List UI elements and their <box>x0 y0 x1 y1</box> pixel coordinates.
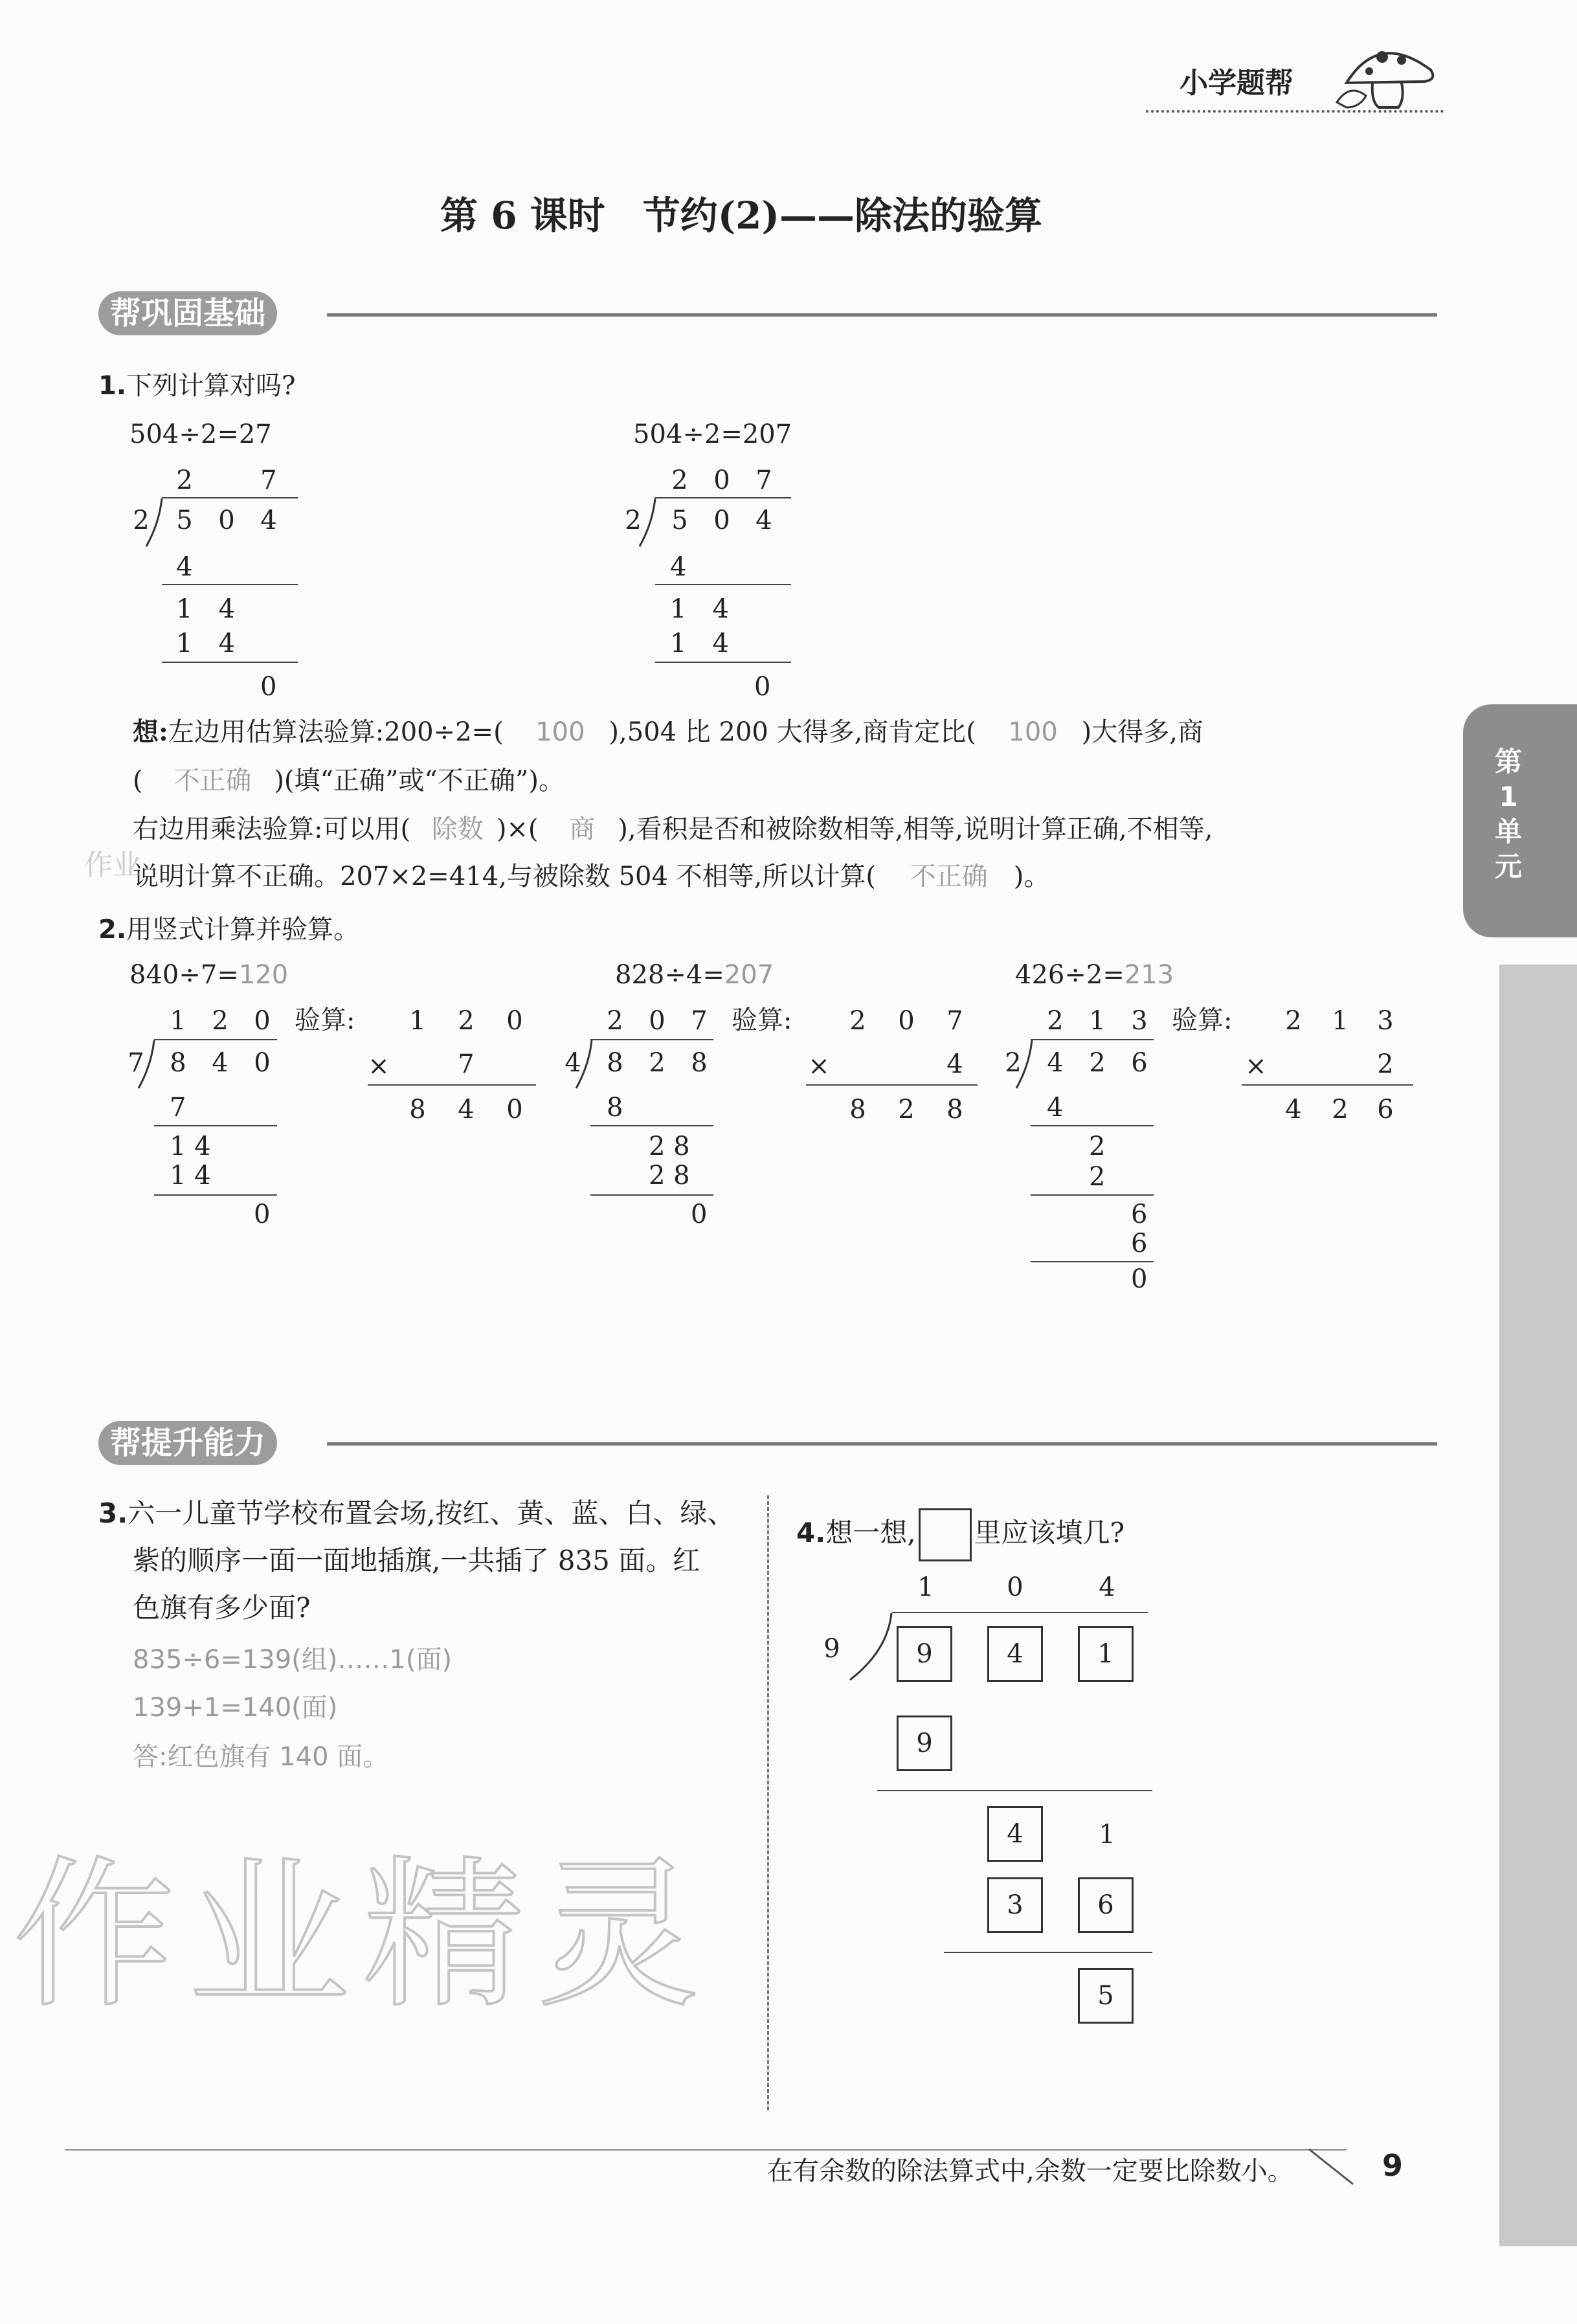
divisor: 4 <box>565 1048 581 1078</box>
q3-line: 紫的顺序一面一面地插旗,一共插了 835 面。红 <box>133 1545 700 1576</box>
section-divider <box>327 313 1437 317</box>
step-box: 4 <box>987 1806 1043 1862</box>
dividend-digit: 6 <box>1131 1048 1148 1078</box>
think-line-2: ( 不正确 )(填“正确”或“不正确”)。 <box>133 764 565 798</box>
dividend-digit: 4 <box>755 506 772 535</box>
question-2-prompt: 2.用竖式计算并验算。 <box>98 915 360 944</box>
dividend-box: 9 <box>897 1626 952 1682</box>
right-margin-strip <box>1499 965 1577 2246</box>
check-digit: 1 <box>1332 1006 1348 1036</box>
step-line: 2 <box>1089 1132 1106 1161</box>
dividend-digit: 0 <box>218 506 235 535</box>
dividend-digit: 8 <box>607 1048 623 1078</box>
check-digit: 3 <box>1377 1006 1394 1036</box>
footer-rule <box>65 2149 1347 2151</box>
check-digit: 1 <box>409 1006 426 1036</box>
quotient-digit: 7 <box>755 465 772 495</box>
step-line: 0 <box>754 672 771 702</box>
division-bar <box>892 1612 1148 1613</box>
step-rule <box>154 1194 277 1196</box>
step-line: 6 <box>1131 1229 1148 1258</box>
blank-box-icon <box>919 1508 972 1561</box>
dividend-digit: 2 <box>649 1048 665 1078</box>
check-multiplier: 7 <box>458 1049 475 1079</box>
division-bracket <box>845 1612 893 1683</box>
quotient-digit: 7 <box>260 465 277 495</box>
quotient-digit: 1 <box>917 1572 934 1602</box>
quotient-digit: 0 <box>254 1006 271 1036</box>
step-rule <box>154 1125 277 1126</box>
step-line: 0 <box>691 1200 708 1229</box>
divisor: 7 <box>128 1048 144 1078</box>
step-line: 6 <box>1131 1200 1148 1229</box>
quotient-digit: 0 <box>1007 1572 1023 1602</box>
check-label: 验算: <box>1172 1005 1233 1035</box>
step-line: 1 4 <box>176 594 235 624</box>
step-line: 4 <box>176 552 193 582</box>
think-line-3: 右边用乘法验算:可以用( 除数 )×( 商 ),看积是否和被除数相等,相等,说明计算正确,不相等, <box>133 812 1213 846</box>
check-rule <box>806 1084 978 1086</box>
remainder-box: 5 <box>1078 1968 1134 2024</box>
check-result-digit: 8 <box>849 1095 866 1124</box>
check-label: 验算: <box>732 1005 792 1035</box>
quotient-digit: 1 <box>1089 1006 1106 1036</box>
q1-left-equation: 504÷2=27 <box>129 419 272 449</box>
step-line: 1 4 <box>176 629 235 658</box>
equation: 840÷7=120 <box>129 960 289 990</box>
check-digit: 2 <box>849 1006 866 1036</box>
division-bracket <box>637 497 656 549</box>
check-multiplier: 4 <box>946 1049 963 1079</box>
division-bracket <box>136 1039 155 1091</box>
division-bar <box>590 1039 713 1040</box>
check-label: 验算: <box>295 1005 355 1035</box>
quotient-digit: 0 <box>713 465 730 495</box>
quotient-digit: 7 <box>691 1006 708 1036</box>
check-digit: 0 <box>898 1006 915 1036</box>
dividend-digit: 2 <box>1089 1048 1106 1078</box>
dividend-digit: 8 <box>170 1048 186 1078</box>
check-result-digit: 8 <box>946 1095 963 1124</box>
think-line-4: 说明计算不正确。207×2=414,与被除数 504 不相等,所以计算( 不正确 )。 <box>133 860 1049 893</box>
check-digit: 0 <box>506 1006 523 1036</box>
section-title-advanced: 帮提升能力 <box>98 1421 277 1465</box>
dividend-digit: 8 <box>691 1048 708 1078</box>
think-line-1: 想:左边用估算法验算:200÷2=( 100 ),504 比 200 大得多,商肯定比( 100 )大得多,商 <box>133 715 1203 749</box>
quotient-digit: 2 <box>1047 1006 1064 1036</box>
lesson-title: 第 6 课时 节约(2)——除法的验算 <box>440 194 1042 238</box>
step-line: 8 <box>607 1093 623 1123</box>
page-number: 9 <box>1382 2148 1404 2183</box>
check-result-digit: 8 <box>409 1095 426 1124</box>
step-rule <box>655 662 791 663</box>
step-line: 1 4 <box>670 629 729 658</box>
q3-answer: 答:红色旗有 140 面。 <box>133 1742 389 1772</box>
step-rule <box>590 1125 713 1126</box>
dividend-digit: 0 <box>254 1048 271 1078</box>
check-result-digit: 2 <box>1332 1095 1348 1124</box>
check-result-digit: 0 <box>506 1095 523 1124</box>
column-divider <box>767 1495 769 2110</box>
dividend-box: 1 <box>1078 1626 1134 1682</box>
step-line: 2 8 <box>649 1132 690 1161</box>
times-sign: × <box>1245 1051 1267 1081</box>
check-multiplier: 2 <box>1377 1049 1394 1079</box>
dividend-box: 4 <box>987 1626 1043 1682</box>
step-box: 6 <box>1078 1877 1134 1933</box>
q3-answer: 835÷6=139(组)……1(面) <box>133 1645 453 1675</box>
footer-tip: 在有余数的除法算式中,余数一定要比除数小。 <box>767 2156 1293 2186</box>
step-rule <box>655 584 791 585</box>
quotient-digit: 3 <box>1131 1006 1148 1036</box>
watermark-small: 作业 <box>84 849 141 882</box>
unit-side-tab-label: 第 1 单 元 <box>1494 746 1522 882</box>
step-line: 4 <box>1047 1093 1064 1123</box>
answer-text: 不正确 <box>173 766 252 796</box>
step-box: 9 <box>897 1715 952 1771</box>
dividend-digit: 5 <box>671 506 688 535</box>
q3-answer: 139+1=140(面) <box>133 1693 338 1723</box>
q3-line: 3.六一儿童节学校布置会场,按红、黄、蓝、白、绿、 <box>98 1497 735 1529</box>
watermark: 作业精灵 <box>13 1841 712 2029</box>
division-bar <box>154 1039 277 1040</box>
division-bar <box>162 497 298 498</box>
division-bracket <box>574 1039 593 1091</box>
dividend-digit: 0 <box>713 506 730 535</box>
check-rule <box>1242 1084 1413 1086</box>
step-rule <box>590 1194 713 1196</box>
header-dotted-rule <box>1146 110 1444 113</box>
quotient-digit: 2 <box>607 1006 623 1036</box>
check-digit: 2 <box>1285 1006 1302 1036</box>
step-line: 1 4 <box>170 1161 211 1190</box>
equation: 426÷2=213 <box>1015 960 1174 990</box>
question-1-prompt: 1.下列计算对吗? <box>98 371 296 401</box>
step-line: 7 <box>170 1093 186 1123</box>
division-bracket <box>1014 1039 1033 1091</box>
check-result-digit: 4 <box>458 1095 475 1124</box>
divisor: 9 <box>823 1634 840 1664</box>
divisor: 2 <box>133 506 150 535</box>
step-rule <box>162 662 298 663</box>
times-sign: × <box>808 1051 830 1081</box>
step-line: 0 <box>1131 1264 1148 1294</box>
q3-line: 色旗有多少面? <box>133 1592 311 1624</box>
quotient-digit: 2 <box>212 1006 229 1036</box>
mushroom-logo-icon <box>1334 31 1444 115</box>
step-line: 1 4 <box>170 1132 211 1161</box>
answer-text: 商 <box>569 814 596 844</box>
step-line: 2 8 <box>649 1161 690 1190</box>
dividend-digit: 4 <box>260 506 277 535</box>
step-rule <box>162 584 298 585</box>
q4-prompt: 4.想一想, 里应该填几? <box>796 1508 1124 1561</box>
step-line: 0 <box>260 672 277 702</box>
times-sign: × <box>368 1051 390 1081</box>
answer-text: 除数 <box>431 814 484 844</box>
check-digit: 2 <box>458 1006 475 1036</box>
step-line: 0 <box>254 1200 271 1229</box>
step-line: 1 4 <box>670 594 729 624</box>
quotient-digit: 1 <box>170 1006 186 1036</box>
division-bar <box>655 497 791 498</box>
check-result-digit: 4 <box>1285 1095 1302 1124</box>
check-rule <box>368 1084 536 1086</box>
check-result-digit: 6 <box>1377 1095 1394 1124</box>
quotient-digit: 0 <box>649 1006 665 1036</box>
step-rule <box>1031 1194 1154 1196</box>
division-bracket <box>144 497 163 549</box>
dividend-digit: 5 <box>176 506 193 535</box>
q1-right-equation: 504÷2=207 <box>633 419 792 449</box>
step-rule <box>1031 1125 1154 1126</box>
answer-text: 100 <box>535 717 585 747</box>
check-digit: 7 <box>946 1006 963 1036</box>
quotient-digit: 4 <box>1099 1572 1115 1602</box>
step-line: 2 <box>1089 1162 1106 1192</box>
divisor: 2 <box>1005 1048 1022 1078</box>
step-line: 4 <box>670 552 687 582</box>
dividend-digit: 4 <box>212 1048 229 1078</box>
answer-text: 不正确 <box>910 862 988 891</box>
step-rule <box>877 1790 1152 1791</box>
step-rule <box>944 1952 1152 1953</box>
step-box: 3 <box>987 1877 1043 1933</box>
section-title-basics: 帮巩固基础 <box>98 291 277 335</box>
divisor: 2 <box>625 506 642 535</box>
division-bar <box>1031 1039 1154 1040</box>
check-result-digit: 2 <box>898 1095 915 1124</box>
answer-text: 100 <box>1008 717 1058 747</box>
quotient-digit: 2 <box>176 465 193 495</box>
step-digit: 1 <box>1099 1820 1115 1849</box>
section-divider <box>327 1442 1437 1446</box>
brand: 小学题帮 <box>1180 67 1293 100</box>
dividend-digit: 4 <box>1047 1048 1064 1078</box>
footer-slash <box>1308 2148 1359 2187</box>
equation: 828÷4=207 <box>615 960 774 990</box>
quotient-digit: 2 <box>671 465 688 495</box>
